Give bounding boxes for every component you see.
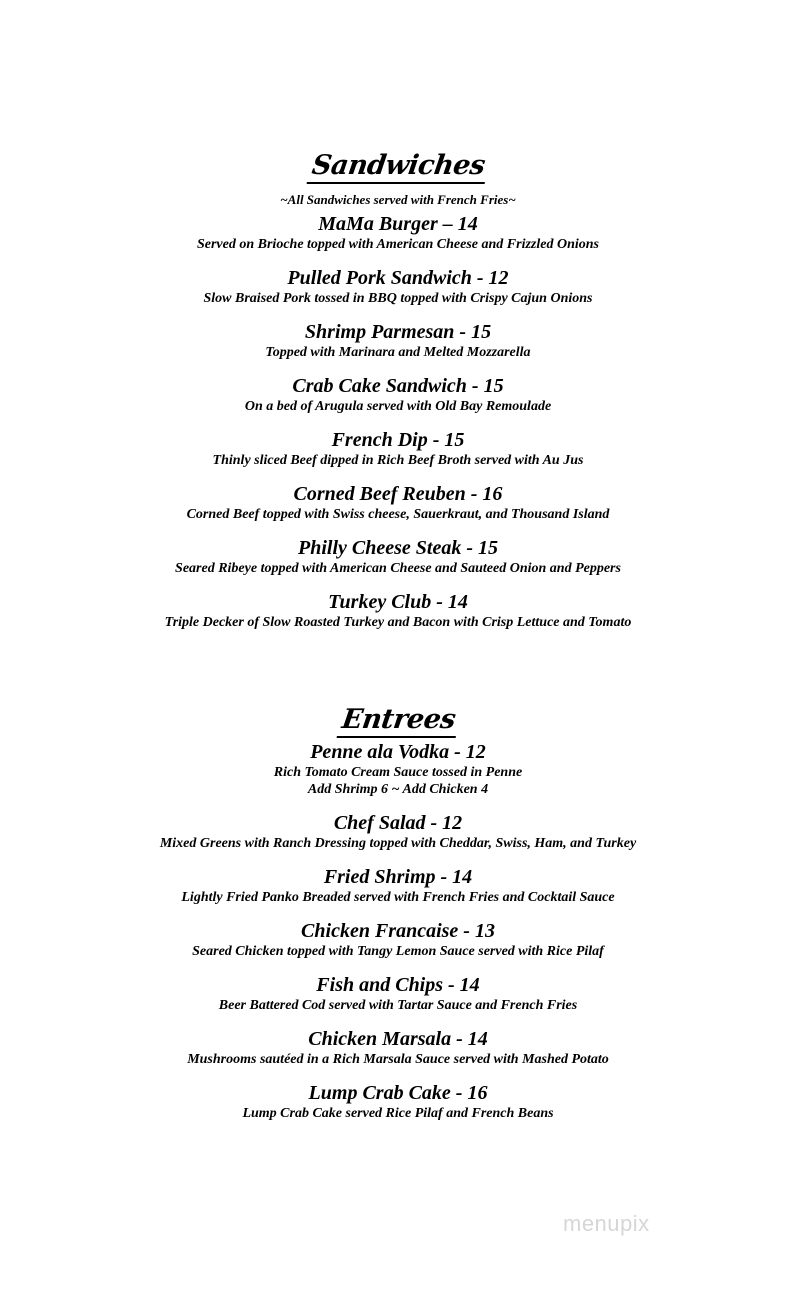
item-description: Lightly Fried Panko Breaded served with French Fries and Cocktail Sauce: [181, 890, 615, 906]
entrees-heading: Entrees: [336, 704, 460, 738]
menu-item: [0, 740, 796, 811]
item-description: Mixed Greens with Ranch Dressing topped with Cheddar, Swiss, Ham, and Turkey: [159, 836, 637, 852]
menu-item: [0, 865, 796, 919]
menu-item: [0, 320, 796, 374]
item-description: Thinly sliced Beef dipped in Rich Beef Broth served with Au Jus: [212, 453, 584, 469]
item-description: On a bed of Arugula served with Old Bay Remoulade: [244, 399, 552, 415]
item-name: Fish and Chips - 14: [316, 974, 480, 997]
menu-item: [0, 212, 796, 266]
sandwiches-list: [0, 212, 796, 644]
item-name: Chef Salad - 12: [333, 812, 463, 835]
item-addon: Add Shrimp 6 ~ Add Chicken 4: [307, 782, 489, 798]
sandwiches-note: ~All Sandwiches served with French Fries~: [280, 192, 516, 208]
item-name: MaMa Burger – 14: [318, 213, 478, 236]
menu-item: [0, 919, 796, 973]
menu-item: [0, 1027, 796, 1081]
entrees-section: [0, 704, 796, 1135]
item-description: Served on Brioche topped with American Cheese and Frizzled Onions: [196, 237, 599, 253]
item-description: Corned Beef topped with Swiss cheese, Sauerkraut, and Thousand Island: [186, 507, 610, 523]
item-description: Seared Chicken topped with Tangy Lemon Sauce served with Rice Pilaf: [192, 944, 604, 960]
item-name: Pulled Pork Sandwich - 12: [287, 267, 509, 290]
item-name: Chicken Francaise - 13: [301, 920, 495, 943]
item-description: Beer Battered Cod served with Tartar Sauce and French Fries: [218, 998, 578, 1014]
entrees-list: [0, 740, 796, 1135]
menu-item: [0, 428, 796, 482]
item-name: Philly Cheese Steak - 15: [298, 537, 498, 560]
sandwiches-section: [0, 150, 796, 644]
item-description: Mushrooms sautéed in a Rich Marsala Sauce served with Mashed Potato: [187, 1052, 609, 1068]
item-description: Triple Decker of Slow Roasted Turkey and Bacon with Crisp Lettuce and Tomato: [164, 615, 632, 631]
item-name: Fried Shrimp - 14: [323, 866, 473, 889]
menu-item: [0, 374, 796, 428]
menu-item: [0, 536, 796, 590]
item-description: Lump Crab Cake served Rice Pilaf and French Beans: [242, 1106, 554, 1122]
menu-item: [0, 973, 796, 1027]
item-name: Shrimp Parmesan - 15: [304, 321, 492, 344]
item-name: Corned Beef Reuben - 16: [293, 483, 503, 506]
item-name: Penne ala Vodka - 12: [310, 741, 486, 764]
item-name: Chicken Marsala - 14: [308, 1028, 488, 1051]
menu-item: [0, 590, 796, 644]
item-description: Rich Tomato Cream Sauce tossed in Penne: [273, 765, 523, 781]
menu-item: [0, 811, 796, 865]
item-name: Crab Cake Sandwich - 15: [292, 375, 504, 398]
menupix-watermark: menupix: [563, 1211, 650, 1236]
item-name: French Dip - 15: [331, 429, 465, 452]
menu-item: [0, 266, 796, 320]
item-name: Turkey Club - 14: [328, 591, 468, 614]
item-description: Seared Ribeye topped with American Cheese and Sauteed Onion and Peppers: [175, 561, 621, 577]
sandwiches-heading: Sandwiches: [306, 150, 489, 184]
item-name: Lump Crab Cake - 16: [308, 1082, 488, 1105]
item-description: Topped with Marinara and Melted Mozzarella: [265, 345, 531, 361]
menu-item: [0, 1081, 796, 1135]
item-description: Slow Braised Pork tossed in BBQ topped with Crispy Cajun Onions: [203, 291, 593, 307]
menu-item: [0, 482, 796, 536]
